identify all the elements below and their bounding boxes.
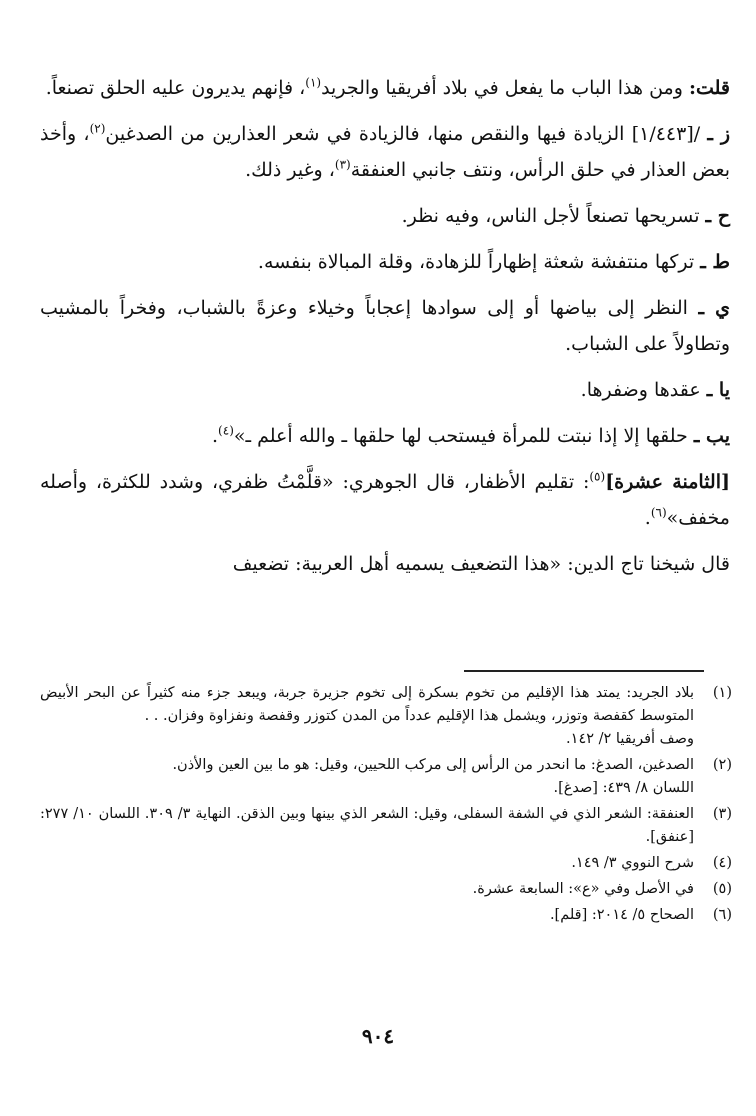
footnote-ref-3[interactable]: (٣) — [334, 157, 351, 172]
footnote-6 — [40, 904, 732, 927]
paragraph-text: ، فإنهم يديرون عليه الحلق تصنعاً. — [45, 77, 306, 99]
paragraph-eighteenth — [40, 464, 730, 536]
paragraph-text: حلقها إلا إذا نبتت للمرأة فيستحب لها حلقها ـ والله أعلم ـ» — [233, 425, 694, 447]
paragraph-lead: يب ـ — [693, 425, 730, 447]
footnote-2 — [40, 754, 732, 800]
paragraph-text: ، وأخذ بعض العذار في حلق الرأس، ونتف جانبي العنفقة — [40, 123, 730, 181]
footnote-text: في الأصل وفي «ع»: السابعة عشرة. — [472, 881, 694, 897]
footnote-text: شرح النووي ٣/ ١٤٩. — [571, 855, 694, 871]
paragraph-ta — [40, 244, 730, 280]
footnote-number: (١) — [712, 685, 732, 701]
paragraph-ya-alif — [40, 372, 730, 408]
paragraph-lead: [الثامنة عشرة] — [605, 471, 730, 493]
paragraph-qultu — [40, 70, 730, 106]
paragraph-text: ، وغير ذلك. — [245, 159, 335, 181]
footnote-1 — [40, 682, 732, 751]
footnote-ref-6[interactable]: (٦) — [650, 505, 667, 520]
footnote-text: الصحاح ٥/ ٢٠١٤: [قلم]. — [549, 907, 694, 923]
paragraph-text: قال شيخنا تاج الدين: «هذا التضعيف يسميه أهل العربية: تضعيف — [232, 553, 730, 575]
paragraph-lead: ح ـ — [705, 205, 730, 227]
footnote-number: (٦) — [712, 907, 732, 923]
footnote-text: العنفقة: الشعر الذي في الشفة السفلى، وقيل: الشعر الذي بينها وبين الذقن. النهاية ٣/ ٣٠٩. اللسان ١٠/ ٢٧٧: [عنفق]. — [40, 806, 694, 845]
footnote-ref-5[interactable]: (٥) — [589, 469, 606, 484]
footnote-5 — [40, 878, 732, 901]
footnote-number: (٢) — [712, 757, 732, 773]
footnote-number: (٤) — [712, 855, 732, 871]
footnote-3 — [40, 803, 732, 849]
footnote-text: وصف أفريقيا ٢/ ١٤٢. — [566, 731, 694, 747]
footnote-4 — [40, 852, 732, 875]
footnote-number: (٥) — [712, 881, 732, 897]
footnote-ref-2[interactable]: (٢) — [89, 121, 106, 136]
paragraph-ya — [40, 290, 730, 362]
footnote-separator — [464, 670, 704, 672]
paragraph-text: تركها منتفشة شعثة إظهاراً للزهادة، وقلة المبالاة بنفسه. — [257, 251, 701, 273]
paragraph-lead: قلت: — [688, 77, 730, 99]
paragraph-text: النظر إلى بياضها أو إلى سوادها إعجاباً وخيلاء وعزةً بالشباب، وفخراً بالمشيب وتطاولاً على الشباب. — [40, 297, 730, 355]
paragraph-zay — [40, 116, 730, 188]
paragraph-text: . — [644, 507, 651, 529]
paragraph-taj-aldin — [40, 546, 730, 582]
paragraph-lead: ط ـ — [700, 251, 730, 273]
footnote-ref-4[interactable]: (٤) — [218, 423, 234, 438]
footnote-number: (٣) — [712, 806, 732, 822]
main-text — [40, 70, 730, 592]
page-number: ٩٠٤ — [361, 1024, 395, 1048]
footnote-text: بلاد الجريد: يمتد هذا الإقليم من تخوم بسكرة إلى تخوم جزيرة جربة، ويبعد جزء منه كثيراً عن البحر الأبيض المتوسط كقفصة وتوزر، ويشمل هذا الإقليم عدداً من المدن كتوزر وقفصة ونفزاوة وفزان. . . — [40, 685, 694, 724]
paragraph-lead: ي ـ — [698, 297, 730, 319]
paragraph-text: . — [212, 425, 219, 447]
footnote-text: الصدغين، الصدغ: ما انحدر من الرأس إلى مركب اللحيين، وقيل: هو ما بين العين والأذن. — [172, 757, 694, 773]
paragraph-ya-ba — [40, 418, 730, 454]
footnote-ref-1[interactable]: (١) — [305, 75, 322, 90]
paragraph-text: عقدها وضفرها. — [580, 379, 707, 401]
paragraph-lead: ز ـ — [707, 123, 730, 145]
footnote-text: اللسان ٨/ ٤٣٩: [صدغ]. — [553, 780, 694, 796]
paragraph-text: ومن هذا الباب ما يفعل في بلاد أفريقيا والجريد — [321, 77, 689, 99]
paragraph-text: /[١/٤٤٣] الزيادة فيها والنقص منها، فالزيادة في شعر العذارين من الصدغين — [105, 123, 708, 145]
paragraph-lead: يا ـ — [706, 379, 730, 401]
footnotes — [40, 682, 732, 930]
paragraph-text: تسريحها تصنعاً لأجل الناس، وفيه نظر. — [401, 205, 706, 227]
paragraph-text: : تقليم الأظفار، قال الجوهري: «قلَّمْتُ ظفري، وشدد للكثرة، وأصله مخفف» — [40, 471, 730, 529]
paragraph-ha — [40, 198, 730, 234]
